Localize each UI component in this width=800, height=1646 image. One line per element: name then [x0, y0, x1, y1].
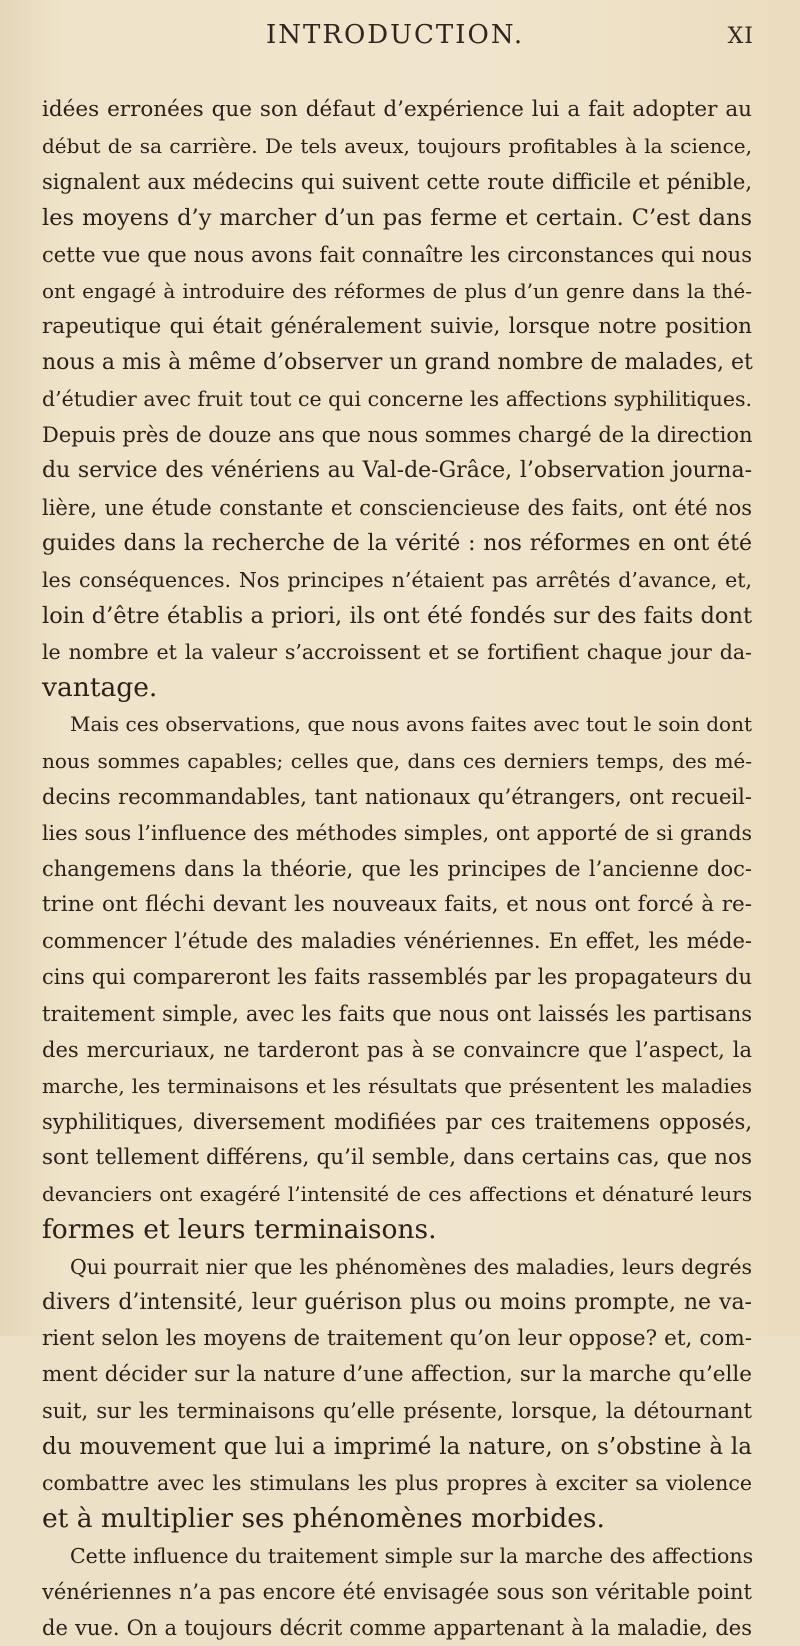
text-line: Qui pourrait nier que les phénomènes des maladies, leurs degrés	[70, 1254, 752, 1279]
text-line: vantage.	[42, 672, 158, 704]
text-line: devanciers ont exagéré l’intensité de ces affections et dénaturé leurs	[42, 1182, 752, 1207]
text-line: début de sa carrière. De tels aveux, toujours profitables à la science,	[42, 134, 752, 159]
text-line: guides dans la recherche de la vérité : nos réformes en ont été	[42, 530, 752, 556]
text-line: divers d’intensité, leur guérison plus ou moins prompte, ne va-	[42, 1289, 752, 1315]
text-line: rapeutique qui était généralement suivie, lorsque notre position	[42, 313, 752, 339]
text-line: loin d’être établis a priori, ils ont été fondés sur des faits dont	[42, 602, 752, 629]
text-line: vénériennes n’a pas encore été envisagée sous son véritable point	[42, 1579, 752, 1604]
text-line: marche, les terminaisons et les résultats que présentent les maladies	[42, 1073, 752, 1098]
text-line: suit, sur les terminaisons qu’elle présente, lorsque, la détournant	[42, 1399, 752, 1424]
text-line: traitement simple, avec les faits que nous ont laissés les partisans	[42, 1001, 752, 1026]
text-line: changemens dans la théorie, que les principes de l’ancienne doc-	[42, 856, 752, 881]
text-line: decins recommandables, tant nationaux qu’étrangers, ont recueil-	[42, 784, 752, 809]
text-line: idées erronées que son défaut d’expérience lui a fait adopter au	[42, 97, 752, 122]
text-line: syphilitiques, diversement modifiées par ces traitemens opposés,	[42, 1109, 752, 1134]
text-line: lies sous l’influence des méthodes simples, ont apporté de si grands	[42, 820, 752, 845]
text-line: Cette influence du traitement simple sur la marche des affections	[70, 1543, 754, 1568]
text-line: ment décider sur la nature d’une affection, sur la marche qu’elle	[42, 1361, 752, 1387]
text-line: lière, une étude constante et consciencieuse des faits, ont été nos	[42, 495, 752, 520]
text-line: des mercuriaux, ne tarderont pas à se convaincre que l’aspect, la	[42, 1037, 752, 1062]
running-title: INTRODUCTION.	[266, 20, 525, 50]
text-line: nous a mis à même d’observer un grand nombre de malades, et	[42, 349, 753, 375]
text-line: commencer l’étude des maladies vénériennes. En effet, les méde-	[42, 929, 752, 954]
text-line: ont engagé à introduire des réformes de plus d’un genre dans la thé-	[42, 278, 752, 303]
text-line: de vue. On a toujours décrit comme appartenant à la maladie, des	[42, 1615, 752, 1640]
text-line: rient selon les moyens de traitement qu’on leur oppose? et, com-	[42, 1325, 752, 1351]
text-line: trine ont fléchi devant les nouveaux faits, et nous ont forcé à re-	[42, 892, 752, 918]
text-line: cins qui compareront les faits rassemblés par les propagateurs du	[42, 965, 752, 990]
text-line: d’étudier avec fruit tout ce qui concerne les affections syphilitiques.	[42, 387, 752, 412]
text-line: combattre avec les stimulans les plus propres à exciter sa violence	[42, 1471, 752, 1496]
text-line: le nombre et la valeur s’accroissent et se fortifient chaque jour da-	[42, 640, 752, 665]
text-line: et à multiplier ses phénomènes morbides.	[42, 1503, 605, 1535]
text-line: cette vue que nous avons fait connaître les circonstances qui nous	[42, 242, 752, 267]
text-line: sont tellement différens, qu’il semble, dans certains cas, que nos	[42, 1145, 752, 1171]
text-line: les moyens d’y marcher d’un pas ferme et certain. C’est dans	[42, 205, 752, 232]
page-number: XI	[727, 24, 754, 49]
text-line: Depuis près de douze ans que nous sommes chargé de la direction	[42, 423, 753, 448]
text-line: du mouvement que lui a imprimé la nature, on s’obstine à la	[42, 1434, 752, 1461]
text-line: du service des vénériens au Val-de-Grâce, l’observation journa-	[42, 458, 752, 484]
text-line: nous sommes capables; celles que, dans ces derniers temps, des mé-	[42, 748, 752, 773]
text-line: Mais ces observations, que nous avons faites avec tout le soin dont	[70, 712, 752, 737]
body-text	[42, 92, 794, 1646]
text-line: les conséquences. Nos principes n’étaient pas arrêtés d’avance, et,	[42, 567, 752, 592]
page-header	[0, 20, 800, 60]
text-line: formes et leurs terminaisons.	[42, 1214, 437, 1246]
text-line: signalent aux médecins qui suivent cette route difficile et pénible,	[42, 170, 752, 195]
